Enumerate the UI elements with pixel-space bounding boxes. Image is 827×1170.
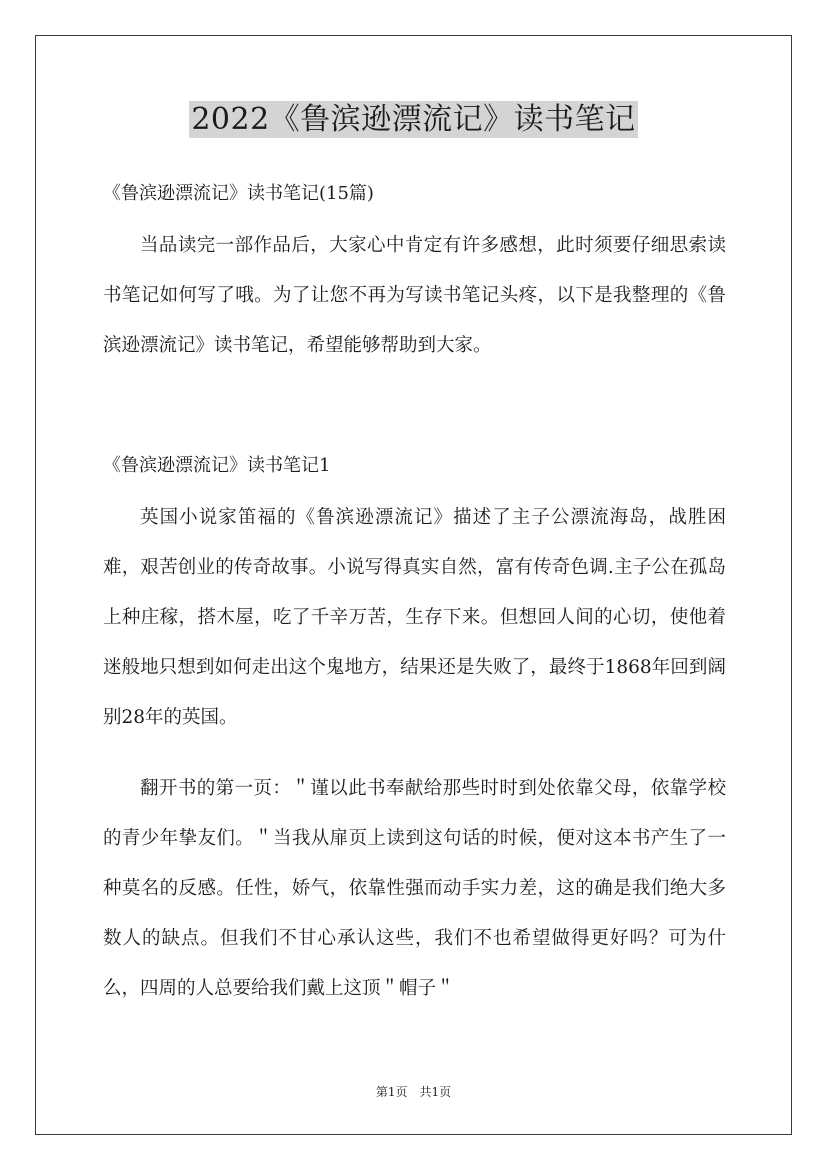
document-title: 2022《鲁滨逊漂流记》读书笔记: [191, 102, 636, 137]
body-paragraph-1: 英国小说家笛福的《鲁滨逊漂流记》描述了主子公漂流海岛，战胜困难，艰苦创业的传奇故事。小说写得真实自然，富有传奇色调.主子公在孤岛上种庄稼，搭木屋，吃了千辛万苦，生存下来。但想回人间的心切，使他着迷般地只想到如何走出这个鬼地方，结果还是失败了，最终于1868年回到阔别28年的英国。: [103, 507, 726, 728]
intro-paragraph: 当品读完一部作品后，大家心中肯定有许多感想，此时须要仔细思索读书笔记如何写了哦。为了让您不再为写读书笔记头疼，以下是我整理的《鲁滨逊漂流记》读书笔记，希望能够帮助到大家。: [103, 235, 726, 356]
document-title-block: [0, 98, 827, 142]
page-number: 第1页 共1页: [375, 1085, 452, 1099]
body-paragraph-2: 翻开书的第一页：＂谨以此书奉献给那些时时到处依靠父母，依靠学校的青少年挚友们。＂当我从扉页上读到这句话的时候，便对这本书产生了一种莫名的反感。任性，娇气，依靠性强而动手实力差，这的确是我们绝大多数人的缺点。但我们不甘心承认这些，我们不也希望做得更好吗？可为什么，四周的人总要给我们戴上这顶＂帽子＂: [103, 778, 726, 999]
section-heading: 《鲁滨逊漂流记》读书笔记1: [103, 455, 331, 476]
document-subtitle: 《鲁滨逊漂流记》读书笔记(15篇): [103, 183, 374, 204]
